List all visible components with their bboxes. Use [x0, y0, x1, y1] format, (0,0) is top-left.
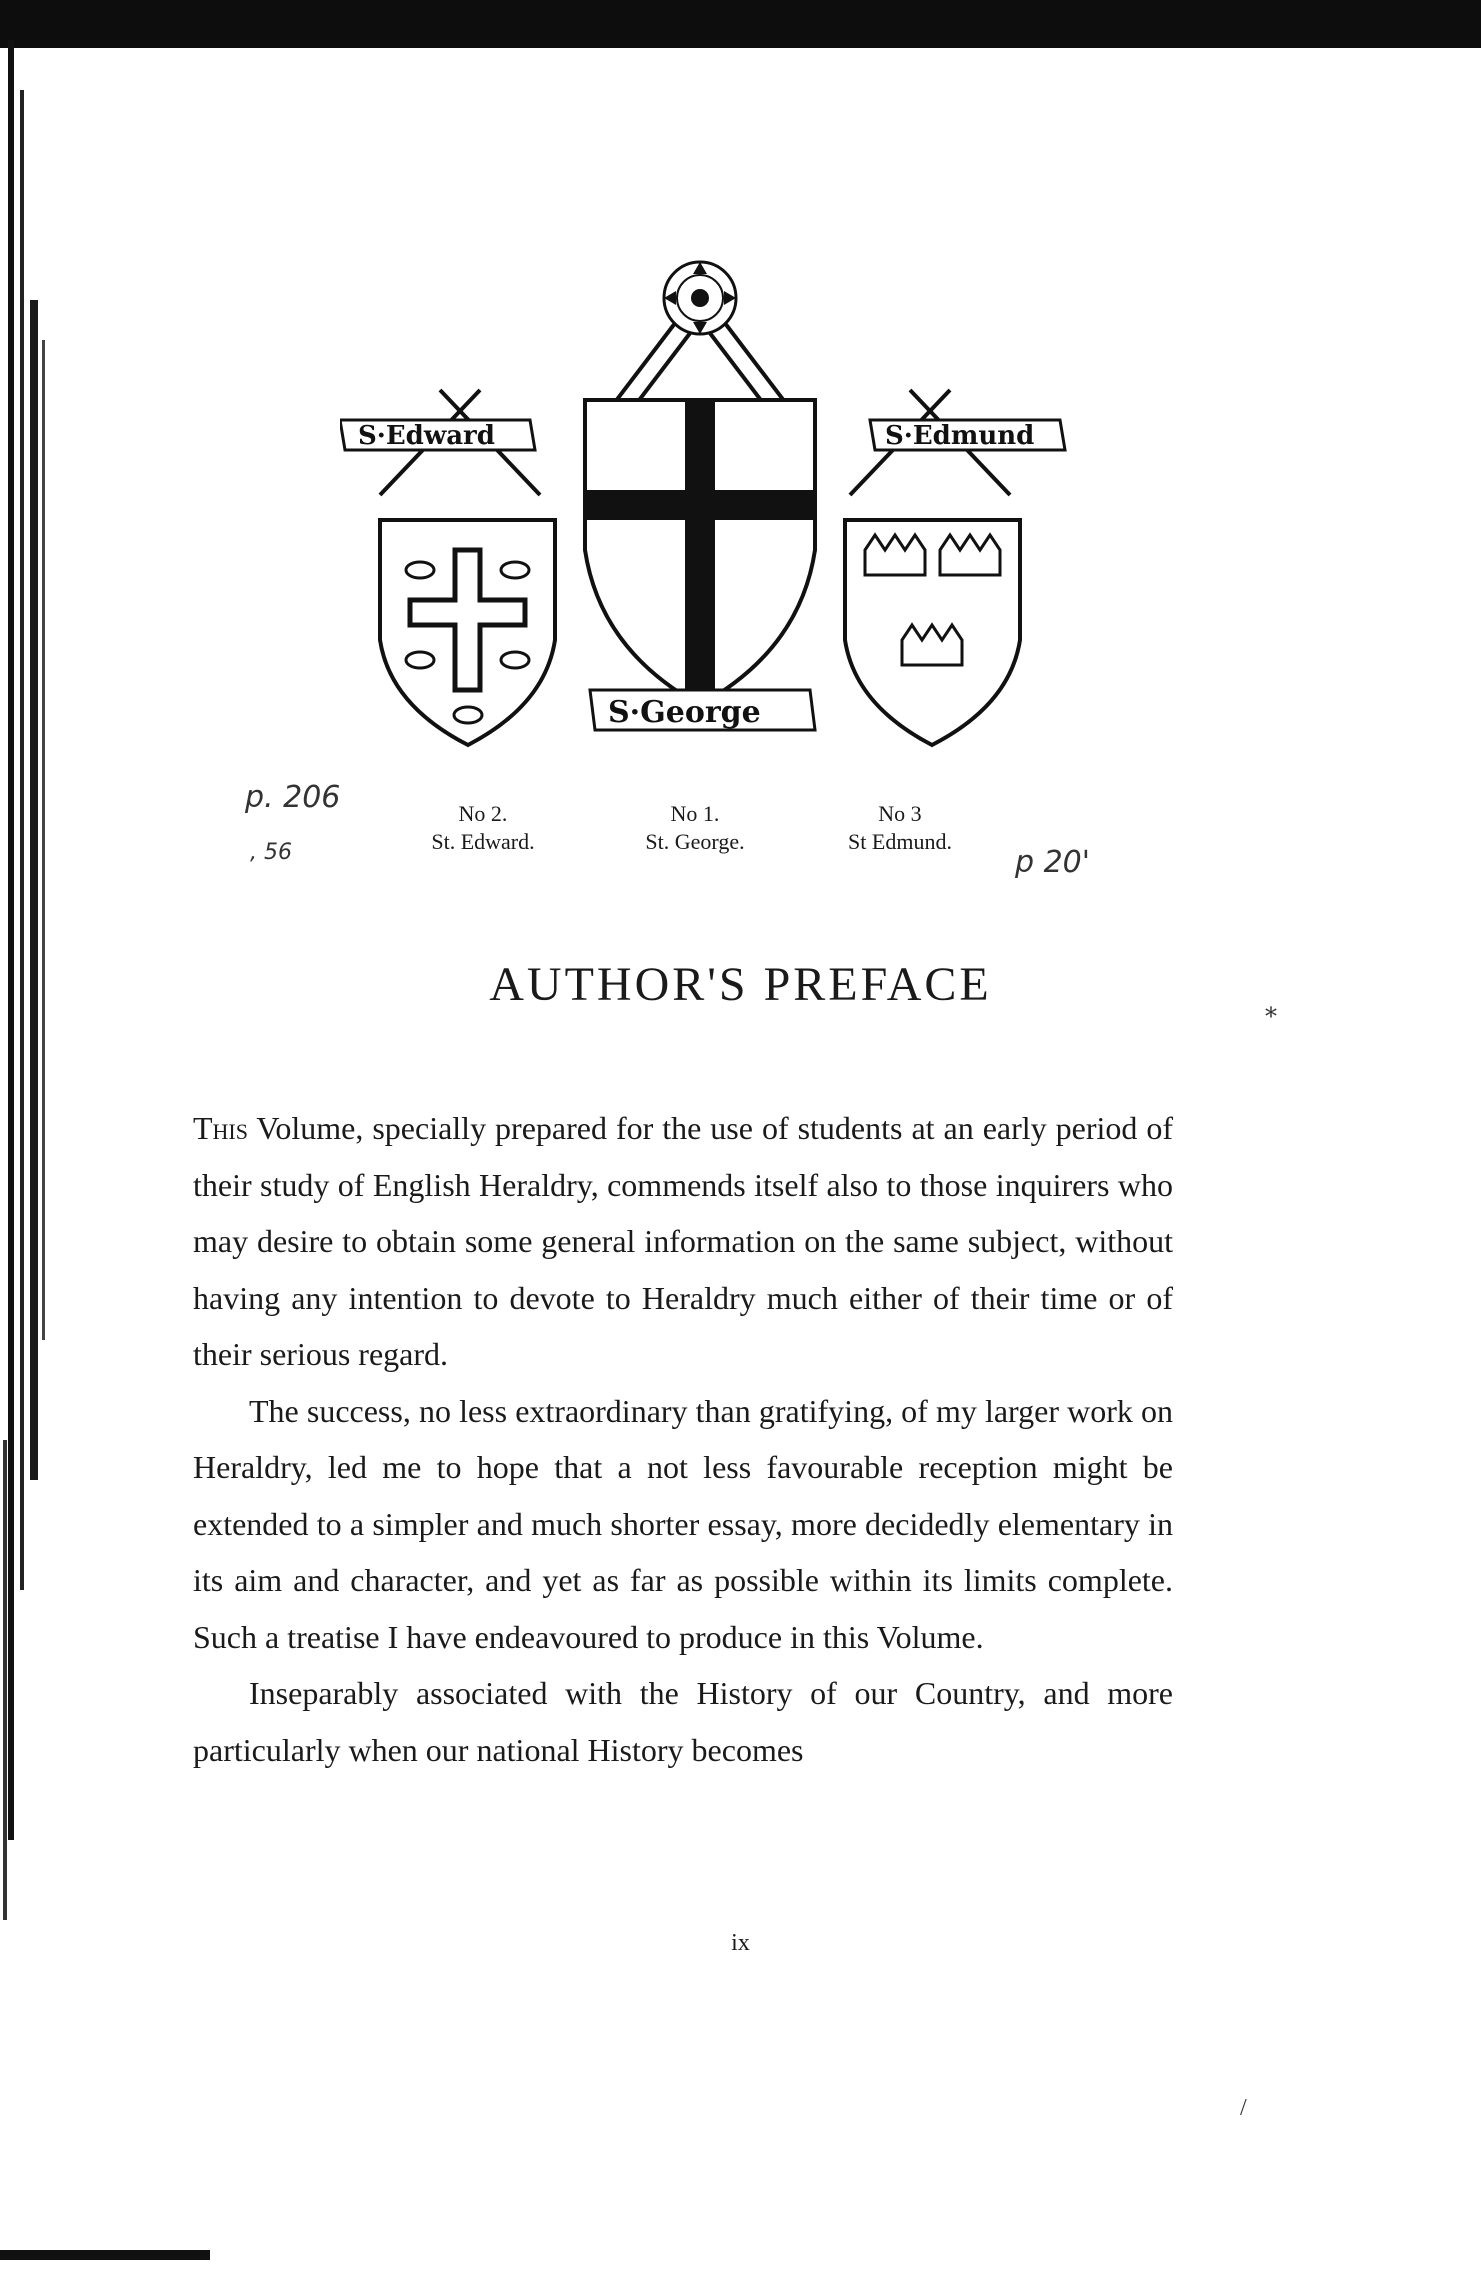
tudor-rose-icon — [664, 262, 736, 334]
svg-text:S·Edmund: S·Edmund — [885, 421, 1035, 451]
scan-bottom-mark — [0, 2250, 210, 2260]
handwritten-note-left: p. 206 — [245, 780, 341, 815]
shields-group — [340, 250, 1070, 770]
caption-number: No 2. — [458, 801, 508, 826]
scan-speck: ⁎ — [1265, 997, 1277, 1023]
caption-st-george — [595, 800, 795, 856]
caption-number: No 3 — [878, 801, 922, 826]
handwritten-note-left-small: , 56 — [250, 840, 292, 865]
paragraph-text: Inseparably associated with the History of our Country, and more particularly when our national History becomes — [193, 1675, 1173, 1768]
caption-st-edward — [383, 800, 583, 856]
paragraph-text: The success, no less extraordinary than gratifying, of my larger work on Heraldry, led me to hope that a not less favourable reception might be extended to a simpler and much shorter essay, more decidedly elementary in its aim and character, and yet as far as possible within its limits complete. Such a treatise I have endeavoured to produce in this Volume. — [193, 1392, 1173, 1655]
page-number: ix — [731, 1930, 750, 1956]
svg-text:S·George: S·George — [608, 695, 761, 730]
caption-st-edmund — [800, 800, 1000, 856]
svg-text:S·Edward: S·Edward — [358, 421, 495, 451]
page-title: AUTHOR'S PREFACE — [489, 958, 992, 1011]
handwritten-note-right: p 20' — [1015, 845, 1090, 880]
caption-name: St. George. — [645, 829, 745, 854]
caption-name: St Edmund. — [848, 829, 952, 854]
paragraph-lead: This — [193, 1110, 248, 1146]
banner-st-george — [590, 690, 815, 730]
scan-top-edge — [0, 0, 1481, 48]
paragraph — [193, 1665, 1173, 1778]
banner-st-edmund — [870, 420, 1065, 451]
preface-body — [193, 1100, 1173, 1778]
scan-speck: / — [1240, 2095, 1247, 2121]
caption-name: St. Edward. — [431, 829, 535, 854]
banner-st-edward — [340, 420, 535, 451]
paragraph-text: Volume, specially prepared for the use of students at an early period of their study of English Heraldry, commends itself also to those inquirers who may desire to obtain some general information on the same subject, without having any intention to devote to Heraldry much either of their time or of their serious regard. — [193, 1110, 1173, 1372]
paragraph — [193, 1100, 1173, 1383]
caption-number: No 1. — [670, 801, 720, 826]
paragraph — [193, 1383, 1173, 1666]
